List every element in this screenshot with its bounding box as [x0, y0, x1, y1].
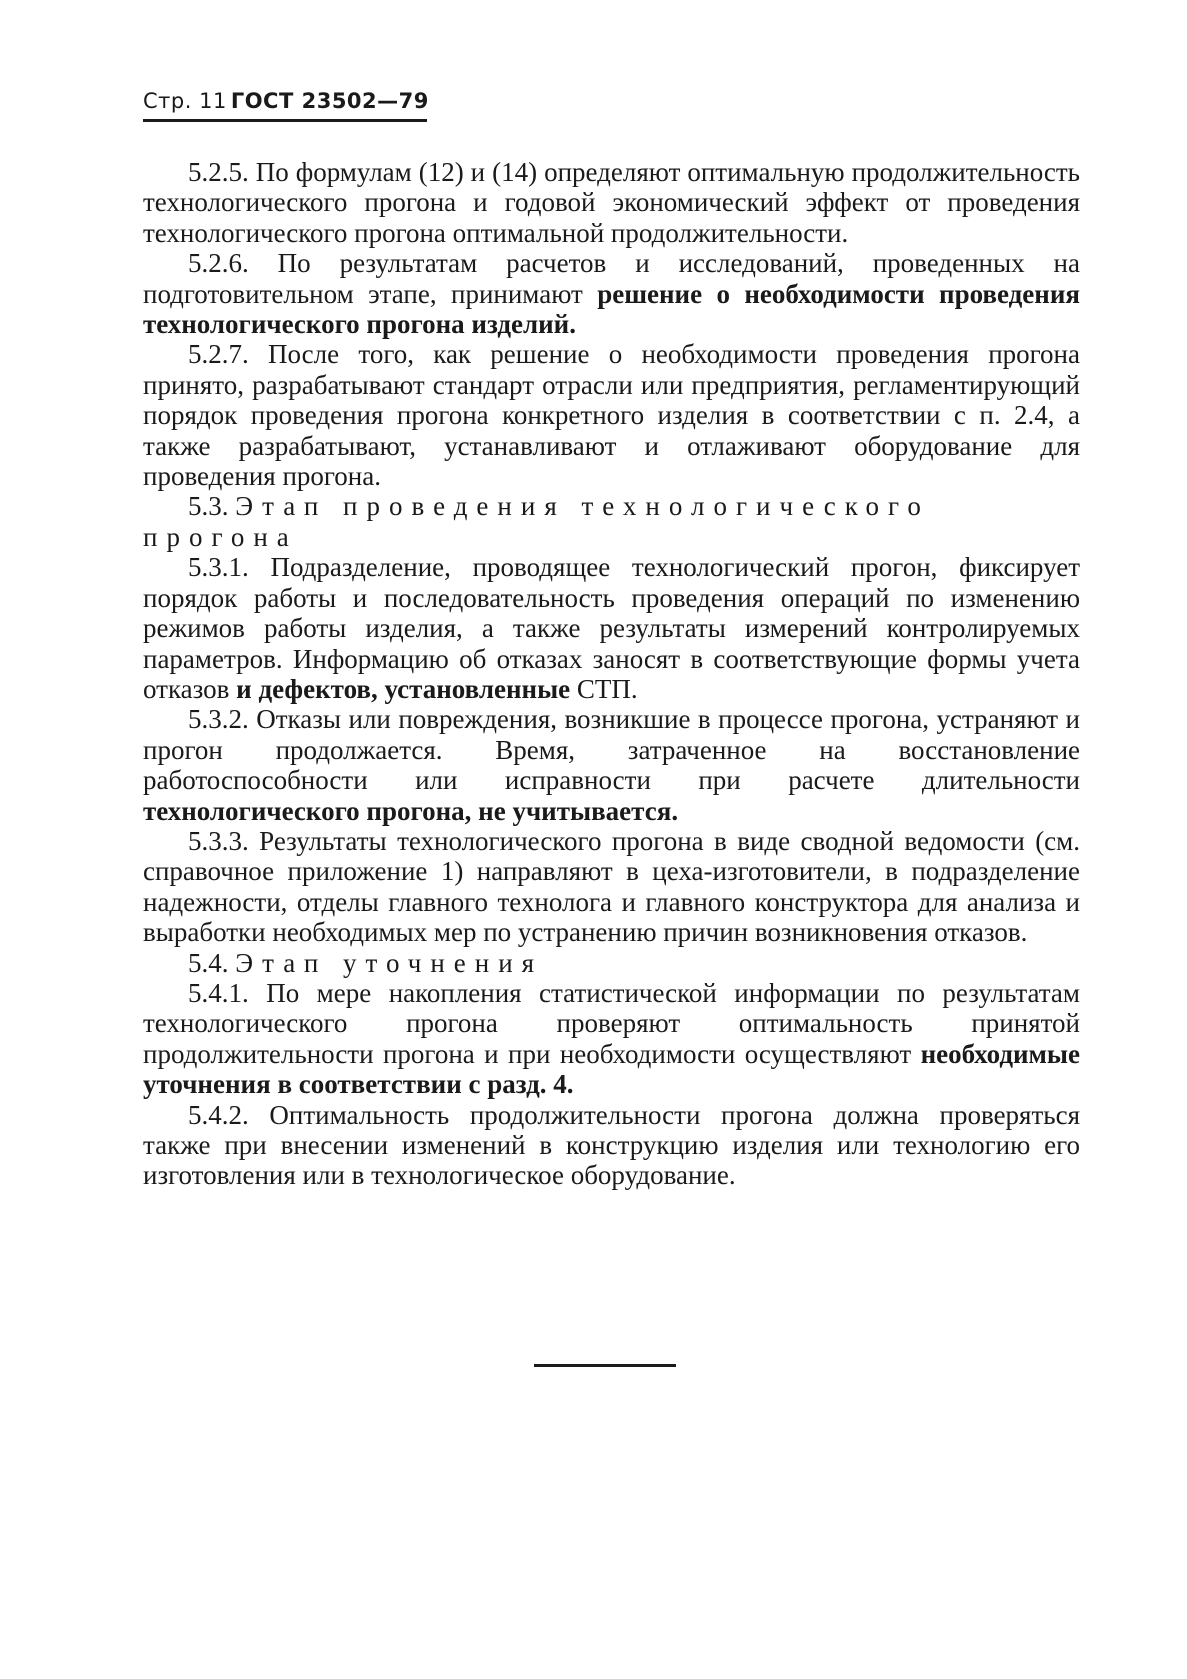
paragraph-5-3-2-bold-text: технологического прогона, не учитывается. — [143, 795, 679, 826]
section-title-5-3: Этап проведения технологического прогона — [143, 491, 930, 552]
paragraph-5-4-1-bold-text: необходимые уточнения в соответствии с разд. 4. — [143, 1038, 1080, 1100]
paragraph-5-2-6-text: 5.2.6. По результатам расчетов и исследований, проведенных на подготовительном этапе, принимают — [143, 248, 1080, 309]
paragraph-5-4-1 — [143, 978, 1080, 1100]
page-header — [143, 86, 427, 116]
paragraph-5-3-3: 5.3.3. Результаты технологического прогона в виде сводной ведомости (см. справочное приложение 1) направляют в цеха-изготовители, в подразделение надежности, отделы главного технолога и главного конструктора для анализа и выработки необходимых мер по устранению причин возникновения отказов. — [143, 825, 1080, 948]
paragraph-5-3-1-text-end: СТП. — [570, 673, 638, 704]
page-number-label: Стр. 11 — [143, 89, 227, 113]
section-heading-5-3 — [143, 491, 1080, 552]
section-heading-5-4 — [143, 948, 1080, 978]
standard-designation: ГОСТ 23502—79 — [230, 89, 429, 113]
paragraph-5-4-1-text: 5.4.1. По мере накопления статистической информации по результатам технологического прогона проверяют оптимальность принятой продолжительности прогона и при необходимости осуществляют — [143, 977, 1080, 1069]
paragraph-5-3-2 — [143, 704, 1080, 826]
paragraph-5-3-1-bold-text: и дефектов, установленные — [236, 673, 571, 704]
section-number-5-3: 5.3. — [188, 491, 229, 522]
paragraph-5-3-2-text: 5.3.2. Отказы или повреждения, возникшие в процессе прогона, устраняют и прогон продолжается. Время, затраченное на восстановление работоспособности или исправности при расчете длительности — [143, 704, 1080, 796]
paragraph-5-4-2: 5.4.2. Оптимальность продолжительности прогона должна проверяться также при внесении изменений в конструкцию изделия или технологию его изготовления или в технологическое оборудование. — [143, 1099, 1080, 1191]
paragraph-5-2-7: 5.2.7. После того, как решение о необходимости проведения прогона принято, разрабатывают стандарт отрасли или предприятия, регламентирующий порядок проведения прогона конкретного изделия в соответствии с п. 2.4, а также разрабатывают, устанавливают и отлаживают оборудование для проведения прогона. — [143, 339, 1080, 492]
paragraph-5-2-6 — [143, 248, 1080, 339]
paragraph-5-3-1-text: 5.3.1. Подразделение, проводящее технологический прогон, фиксирует порядок работы и последовательность проведения операций по изменению режимов работы изделия, а также результаты измерений контролируемых параметров. Информацию об отказах заносят в соответствующие формы учета отказов — [143, 552, 1080, 704]
document-body — [143, 157, 1080, 1191]
paragraph-5-2-6-bold-text: решение о необходимости проведения технологического прогона изделий. — [143, 278, 1080, 340]
header-rule — [143, 119, 427, 122]
end-of-section-rule — [534, 1364, 676, 1367]
paragraph-5-2-5: 5.2.5. По формулам (12) и (14) определяют оптимальную продолжительность технологического прогона и годовой экономический эффект от проведения технологического прогона оптимальной продолжительности. — [143, 157, 1080, 248]
section-title-5-4: Этап уточнения — [235, 947, 544, 978]
section-number-5-4: 5.4. — [188, 947, 229, 978]
paragraph-5-3-1 — [143, 552, 1080, 704]
